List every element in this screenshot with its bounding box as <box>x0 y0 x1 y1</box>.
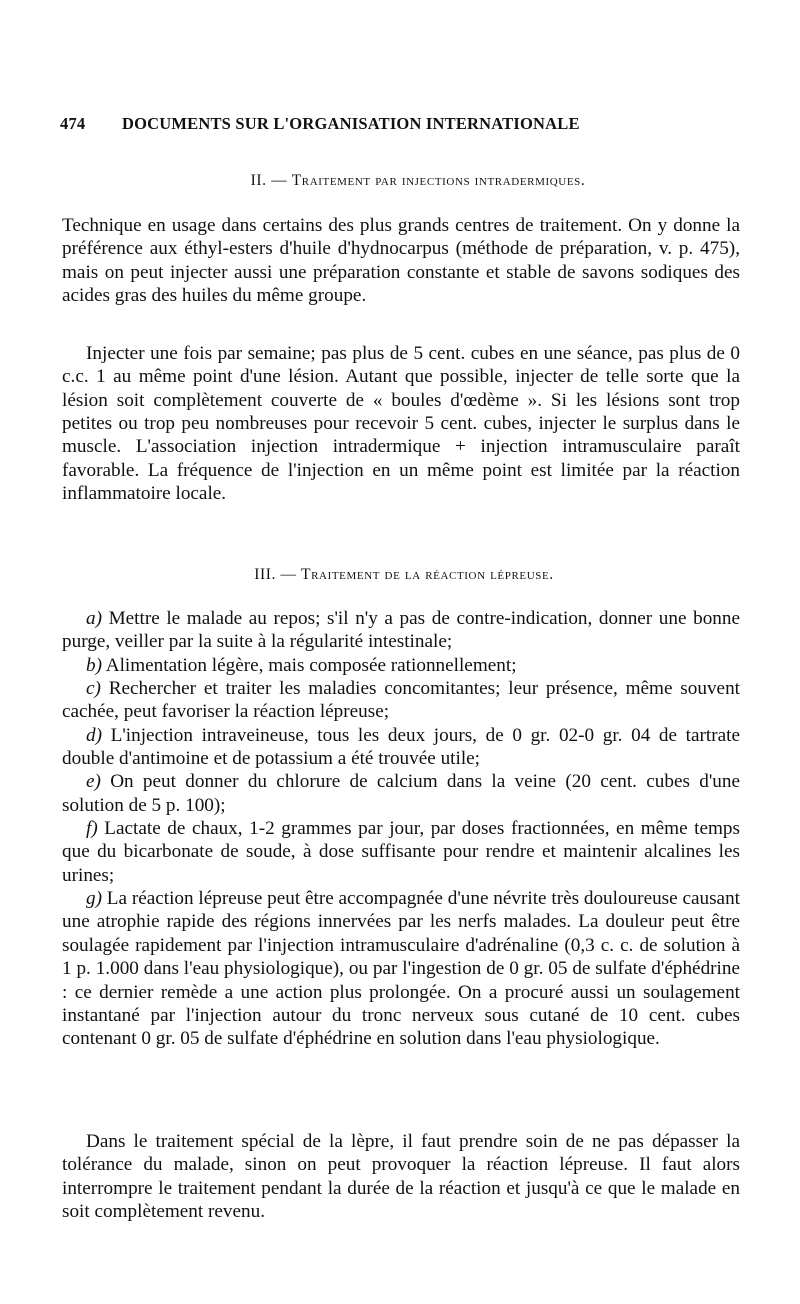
item-label: a) <box>86 608 102 629</box>
running-title: DOCUMENTS SUR L'ORGANISATION INTERNATIONALE <box>122 114 580 133</box>
list-item-g <box>62 887 740 1050</box>
list-item-f <box>62 817 740 887</box>
item-label: f) <box>86 818 98 840</box>
list-item-a <box>62 607 740 654</box>
paragraph-closing: Dans le traitement spécial de la lèpre, il faut prendre soin de ne pas dépasser la tolérance du malade, sinon on peut provoquer la réaction lépreuse. Il faut alors interrompre le traitement pendant la durée de la réaction et jusqu'à ce que le malade en soit complètement revenu. <box>62 1131 740 1223</box>
item-text: Mettre le malade au repos; s'il n'y a pas de contre-indication, donner une bonne purge, veiller par la suite à la régularité intestinale; <box>62 608 740 653</box>
item-text: Lactate de chaux, 1-2 grammes par jour, par doses fractionnées, en même temps que du bicarbonate de soude, à dose suffisante pour rendre et maintenir alcalines les urines; <box>62 818 740 886</box>
item-label: b) <box>86 654 102 676</box>
list-item-c <box>62 677 740 724</box>
item-label: g) <box>86 888 102 910</box>
section-title-2: Traitement par injections intradermiques. <box>291 172 586 189</box>
section-title-3: Traitement de la réaction lépreuse. <box>301 566 554 583</box>
running-header <box>60 114 740 134</box>
item-text: L'injection intraveineuse, tous les deux jours, de 0 gr. 02-0 gr. 04 de tartrate double d'antimoine et de potassium a été trouvée utile; <box>62 724 740 770</box>
paragraph-injection: Injecter une fois par semaine; pas plus de 5 cent. cubes en une séance, pas plus de 0 c.c. 1 au même point d'une lésion. Autant que possible, injecter de telle sorte que la lésion soit complètement couverte de « boules d'œdème ». Si les lésions sont trop petites ou trop peu nombreuses pour recevoir 5 cent. cubes, injecter le surplus dans le muscle. L'association injection intradermique + injection intramusculaire paraît favorable. La fréquence de l'injection en un même point est limitée par la réaction inflammatoire locale. <box>62 343 740 505</box>
section-heading-3 <box>4 566 800 584</box>
list-item-d <box>62 724 740 771</box>
item-text: La réaction lépreuse peut être accompagnée d'une névrite très douloureuse causant une atrophie rapide des régions innervées par les nerfs malades. La douleur peut être soulagée rapidement par l'injection intramusculaire d'adrénaline (0,3 c. c. de solution à 1 p. 1.000 dans l'eau physiologique), ou par l'ingestion de 0 gr. 05 de sulfate d'éphédrine : ce dernier remède a une action plus prolongée. On a procuré aussi un soulagement instantané par l'injection autour du tronc nerveux sous cutané de 10 cent. cubes contenant 0 gr. 05 de sulfate d'éphédrine en solution dans l'eau physiologique. <box>62 888 740 1050</box>
paragraph-technique: Technique en usage dans certains des plus grands centres de traitement. On y donne la préférence aux éthyl-esters d'huile d'hydnocarpus (méthode de préparation, v. p. 475), mais on peut injecter aussi une préparation constante et stable de savons sodiques des acides gras des huiles du même groupe. <box>62 215 740 307</box>
section-number-2: II. — <box>250 172 292 189</box>
item-text: Alimentation légère, mais composée rationnellement; <box>101 654 517 676</box>
treatment-list <box>62 607 740 1051</box>
item-label: d) <box>86 724 102 746</box>
page-number: 474 <box>60 114 86 133</box>
item-text: On peut donner du chlorure de calcium dans la veine (20 cent. cubes d'une solution de 5 p. 100); <box>62 771 740 816</box>
list-item-e <box>62 770 740 817</box>
list-item-b <box>62 654 740 677</box>
item-label: e) <box>86 771 101 793</box>
item-label: c) <box>86 678 101 700</box>
item-text: Rechercher et traiter les maladies concomitantes; leur présence, même souvent cachée, peut favoriser la réaction lépreuse; <box>62 678 740 723</box>
section-number-3: III. — <box>254 566 302 583</box>
section-heading-2 <box>18 172 800 190</box>
